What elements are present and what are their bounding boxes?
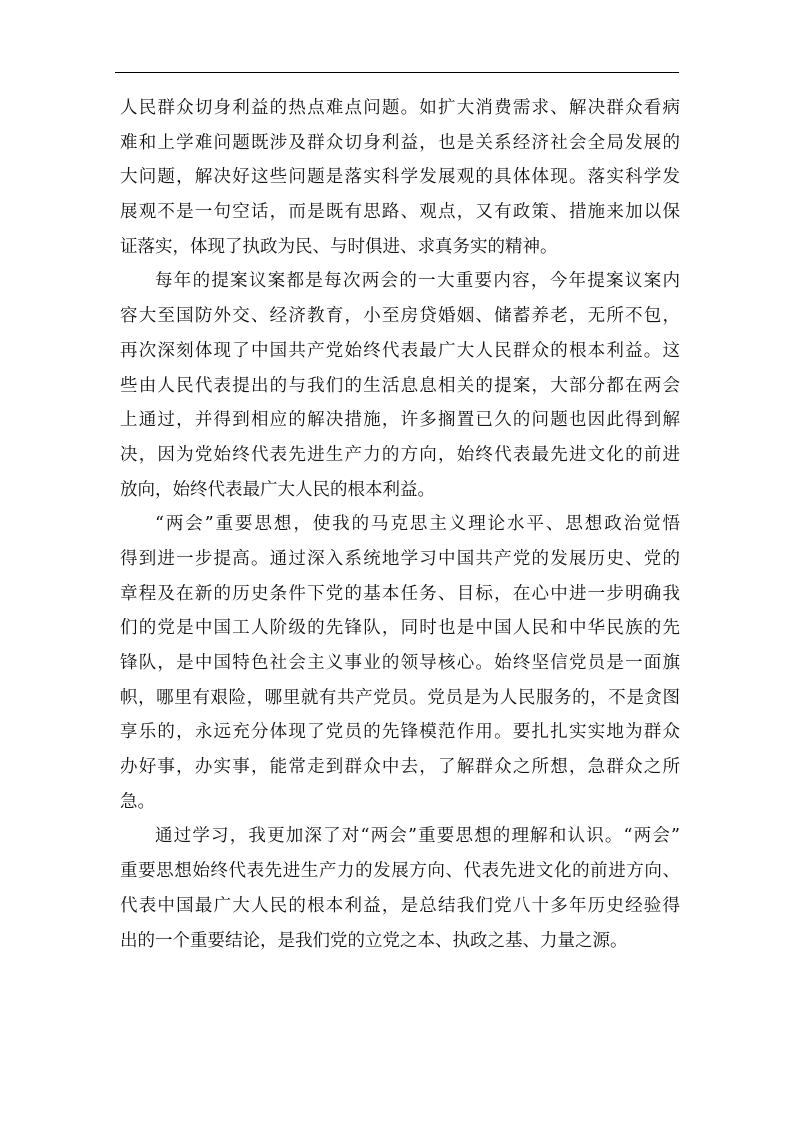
header-rule: [115, 72, 679, 73]
text-line: 难和上学难问题既涉及群众切身利益，也是关系经济社会全局发展的: [120, 132, 680, 153]
text-line: 再次深刻体现了中国共产党始终代表最广大人民群众的根本利益。这: [120, 340, 680, 361]
text-line: 展观不是一句空话，而是既有思路、观点，又有政策、措施来加以保: [120, 202, 680, 223]
text-line: 重要思想始终代表先进生产力的发展方向、代表先进文化的前进方向、: [120, 861, 680, 882]
text-line: 决，因为党始终代表先进生产力的方向，始终代表最先进文化的前进: [120, 444, 680, 465]
paragraph: [120, 91, 680, 264]
text-line: 放向，始终代表最广大人民的根本利益。: [120, 479, 435, 500]
text-line: 人民群众切身利益的热点难点问题。如扩大消费需求、解决群众看病: [120, 98, 680, 118]
text-line: 证落实，体现了执政为民、与时俱进、求真务实的精神。: [120, 236, 558, 257]
text-line: 容大至国防外交、经济教育，小至房贷婚姻、储蓄养老，无所不包，: [120, 306, 680, 327]
document-body: [120, 91, 680, 958]
text-line: 代表中国最广大人民的根本利益，是总结我们党八十多年历史经验得: [120, 895, 680, 916]
text-line: 得到进一步提高。通过深入系统地学习中国共产党的发展历史、党的: [120, 548, 680, 569]
text-line: 办好事，办实事，能常走到群众中去，了解群众之所想，急群众之所: [120, 757, 680, 778]
text-line: 通过学习，我更加深了对“两会”重要思想的理解和认识。“两会”: [155, 826, 680, 847]
text-line: 锋队，是中国特色社会主义事业的领导核心。始终坚信党员是一面旗: [120, 653, 680, 673]
text-line: 些由人民代表提出的与我们的生活息息相关的提案，大部分都在两会: [120, 375, 680, 396]
text-line: 每年的提案议案都是每次两会的一大重要内容，今年提案议案内: [155, 271, 680, 292]
paragraph: [120, 819, 680, 958]
text-line: 出的一个重要结论，是我们党的立党之本、执政之基、力量之源。: [120, 930, 628, 951]
text-line: “两会”重要思想，使我的马克思主义理论水平、思想政治觉悟: [155, 514, 680, 535]
text-line: 章程及在新的历史条件下党的基本任务、目标，在心中进一步明确我: [120, 583, 680, 604]
paragraph: [120, 507, 680, 819]
text-line: 享乐的，永远充分体现了党员的先锋模范作用。要扎扎实实地为群众: [120, 722, 680, 743]
text-line: 急。: [120, 791, 155, 812]
text-line: 上通过，并得到相应的解决措施，许多搁置已久的问题也因此得到解: [120, 410, 680, 431]
paragraph: [120, 264, 680, 507]
text-line: 们的党是中国工人阶级的先锋队，同时也是中国人民和中华民族的先: [120, 618, 680, 639]
text-line: 大问题，解决好这些问题是落实科学发展观的具体体现。落实科学发: [120, 167, 680, 188]
text-line: 帜，哪里有艰险，哪里就有共产党员。党员是为人民服务的，不是贪图: [120, 687, 680, 708]
